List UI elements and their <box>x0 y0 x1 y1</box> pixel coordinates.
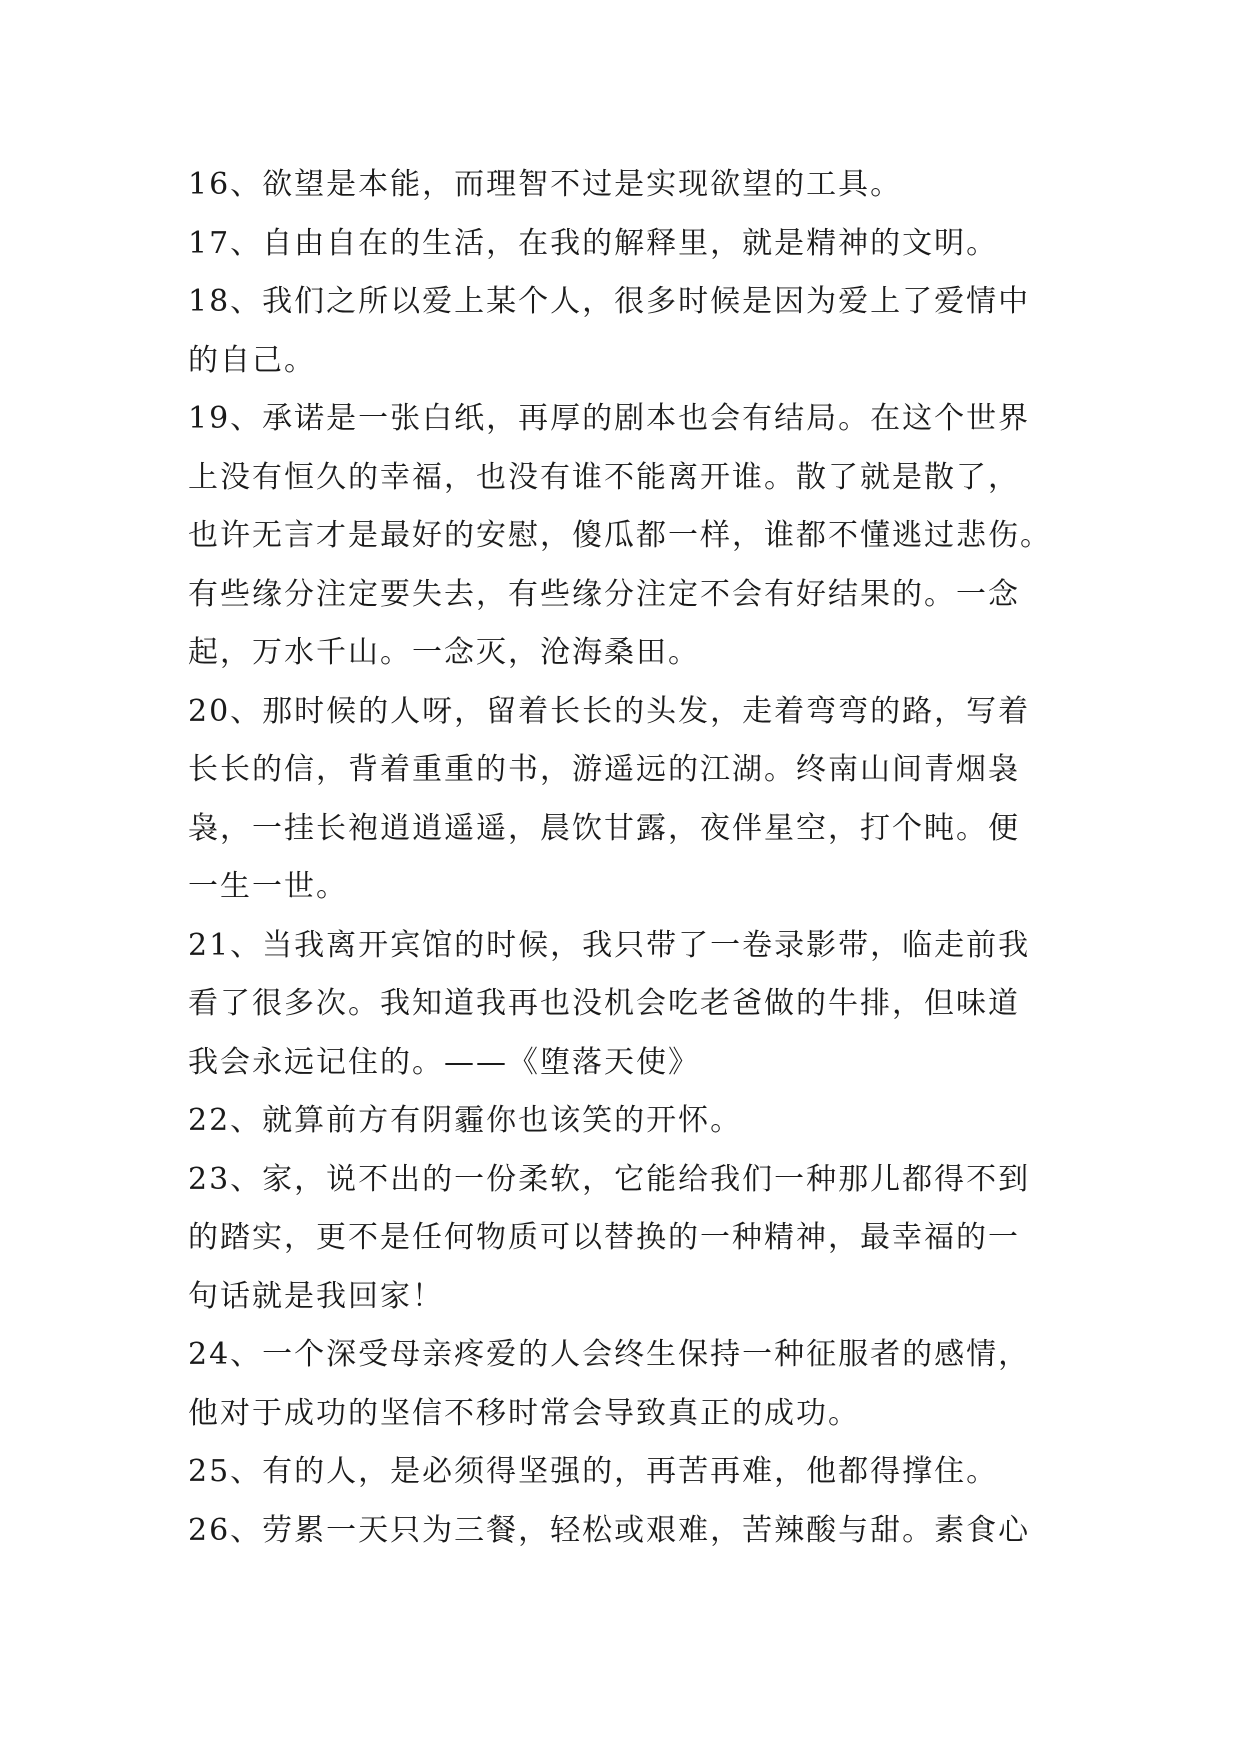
text-line: 长长的信，背着重重的书，游遥远的江湖。终南山间青烟袅 <box>188 752 1020 787</box>
text-line: 19、承诺是一张白纸，再厚的剧本也会有结局。在这个世界 <box>188 401 1031 436</box>
document-body <box>188 156 1060 1560</box>
text-line: 25、有的人，是必须得坚强的，再苦再难，他都得撑住。 <box>188 1454 999 1489</box>
text-line: 我会永远记住的。——《堕落天使》 <box>188 1044 700 1080</box>
text-line: 袅，一挂长袍逍逍遥遥，晨饮甘露，夜伴星空，打个盹。便 <box>188 810 1020 846</box>
text-line: 一生一世。 <box>188 869 348 904</box>
text-line: 16、欲望是本能，而理智不过是实现欲望的工具。 <box>188 167 903 202</box>
text-line: 看了很多次。我知道我再也没机会吃老爸做的牛排，但味道 <box>188 986 1020 1021</box>
text-line: 23、家，说不出的一份柔软，它能给我们一种那儿都得不到 <box>188 1161 1031 1197</box>
text-line: 18、我们之所以爱上某个人，很多时候是因为爱上了爱情中 <box>188 284 1031 319</box>
text-line: 20、那时候的人呀，留着长长的头发，走着弯弯的路，写着 <box>188 693 1031 729</box>
text-line: 的自己。 <box>188 342 316 378</box>
text-line: 有些缘分注定要失去，有些缘分注定不会有好结果的。一念 <box>188 576 1020 612</box>
text-line: 21、当我离开宾馆的时候，我只带了一卷录影带，临走前我 <box>188 927 1031 963</box>
text-line: 22、就算前方有阴霾你也该笑的开怀。 <box>188 1103 743 1138</box>
text-line: 24、一个深受母亲疼爱的人会终生保持一种征服者的感情， <box>188 1337 1031 1372</box>
text-line: 上没有恒久的幸福，也没有谁不能离开谁。散了就是散了， <box>188 459 1020 495</box>
text-line: 26、劳累一天只为三餐，轻松或艰难，苦辣酸与甜。素食心 <box>188 1512 1031 1548</box>
text-line: 句话就是我回家！ <box>188 1278 444 1314</box>
text-line: 的踏实，更不是任何物质可以替换的一种精神，最幸福的一 <box>188 1220 1020 1255</box>
text-line: 起，万水千山。一念灭，沧海桑田。 <box>188 635 700 670</box>
text-line: 也许无言才是最好的安慰，傻瓜都一样，谁都不懂逃过悲伤。 <box>188 518 1052 553</box>
text-line: 他对于成功的坚信不移时常会导致真正的成功。 <box>188 1395 860 1431</box>
text-line: 17、自由自在的生活，在我的解释里，就是精神的文明。 <box>188 225 999 261</box>
